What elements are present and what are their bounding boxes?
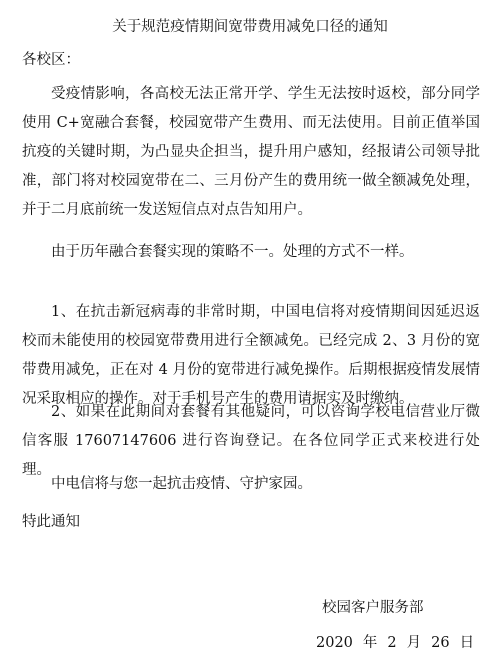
paragraph-item-1: 1、在抗击新冠病毒的非常时期，中国电信将对疫情期间因延迟返校而未能使用的校园宽带费用进行全额减免。已经完成 2、3 月份的宽带费用减免，正在对 4 月份的宽带进行减免操作。后期根据疫情发展情况采取相应的操作。对于手机号产生的费用请据实及时缴纳。 (22, 304, 480, 407)
date-day: 26 (431, 635, 450, 651)
date-year: 2020 (316, 635, 353, 651)
salutation: 各校区： (22, 52, 80, 68)
date-year-unit: 年 (362, 635, 378, 651)
paragraph-item-2: 2、如果在此期间对套餐有其他疑问，可以咨询学校电信营业厅微信客服 17607147606 进行咨询登记。在各位同学正式来校进行处理。 (22, 404, 480, 478)
date-month: 2 (387, 635, 397, 651)
paragraph-policy-note: 由于历年融合套餐实现的策略不一。处理的方式不一样。 (51, 244, 414, 260)
date-day-unit: 日 (459, 635, 475, 651)
closing-text: 特此通知 (22, 514, 80, 530)
paragraph-impact: 受疫情影响，各高校无法正常开学、学生无法按时返校，部分同学使用 C+宽融合套餐，校园宽带产生费用、而无法使用。目前正值举国抗疫的关键时期，为凸显央企担当，提升用户感知，经报请公司领导批准，部门将对校园宽带在二、三月份产生的费用统一做全额减免处理，并于二月底前统一发送短信点对点告知用户。 (22, 86, 480, 218)
date-month-unit: 月 (406, 635, 422, 651)
paragraph-solidarity: 中电信将与您一起抗击疫情、守护家园。 (51, 476, 312, 492)
signature-date (316, 633, 474, 653)
document-title: 关于规范疫情期间宽带费用减免口径的通知 (112, 19, 388, 35)
signature-department: 校园客户服务部 (322, 600, 424, 616)
